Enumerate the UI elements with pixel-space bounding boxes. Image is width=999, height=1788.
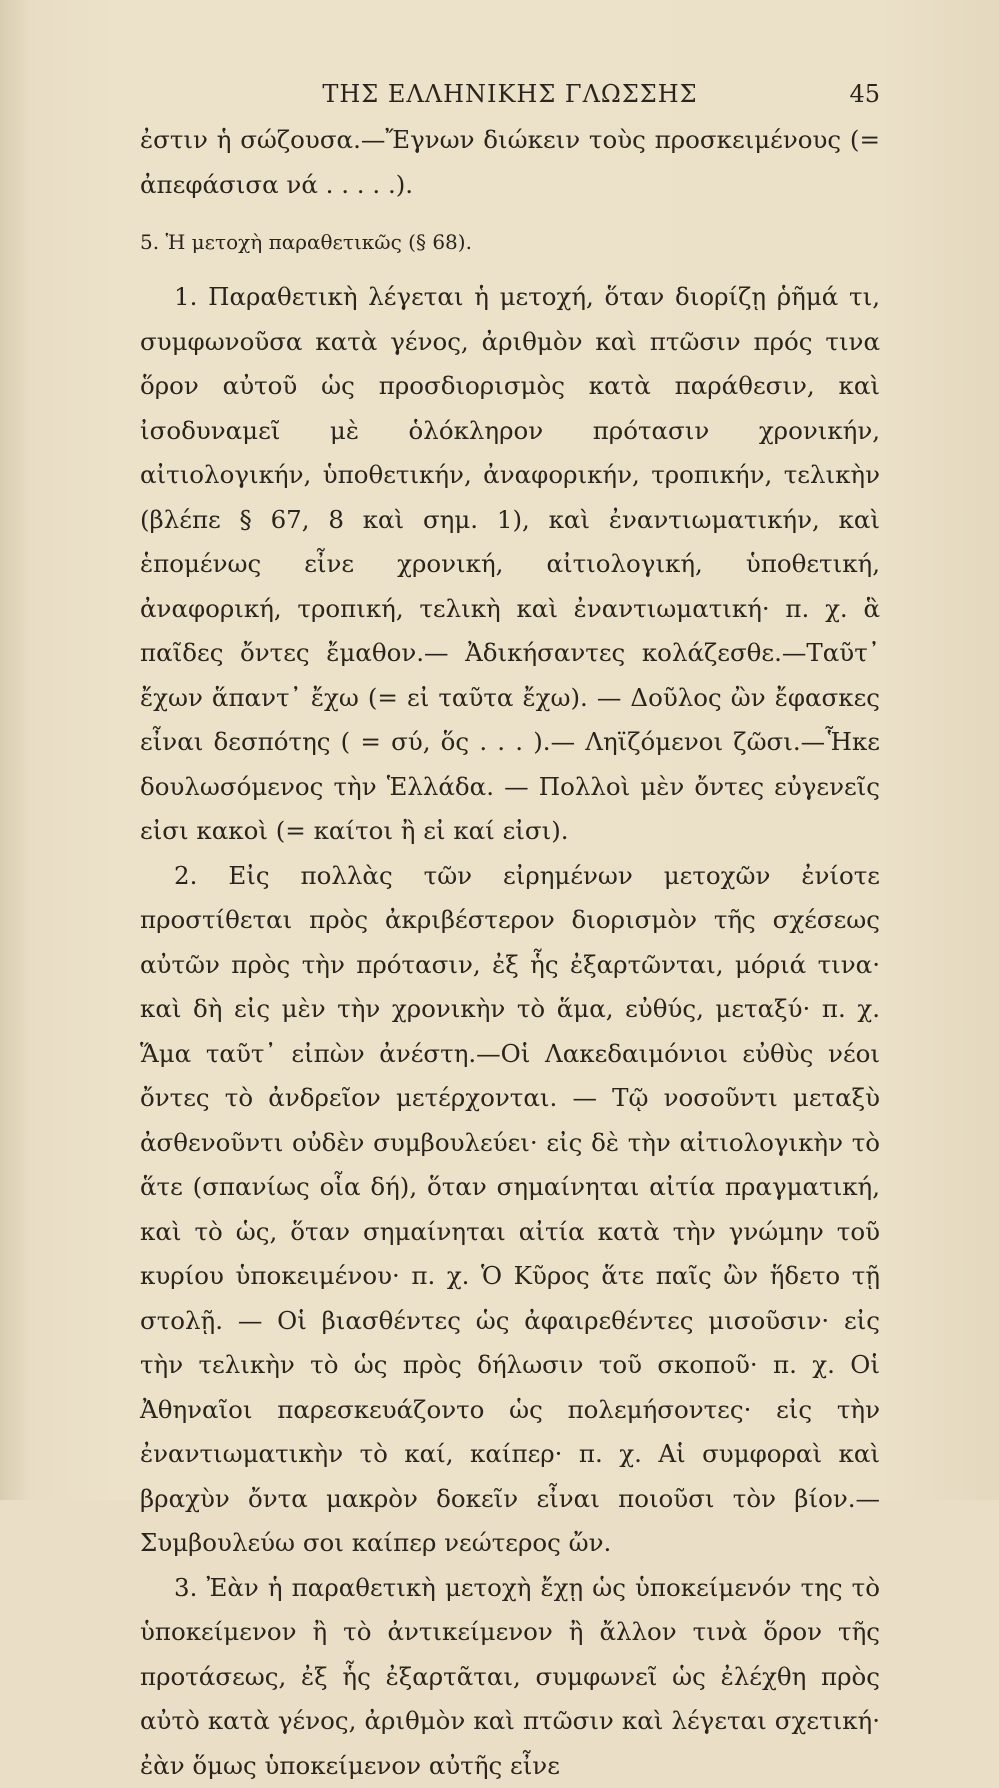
- paragraph-3: 3. Ἐὰν ἡ παραθετικὴ μετοχὴ ἔχῃ ὡς ὑποκείμενόν της τὸ ὑποκείμενον ἢ τὸ ἀντικείμενον ἢ ἄλλον τινὰ ὅρον τῆς προτάσεως, ἐξ ἧς ἐξαρτᾶται, συμφωνεῖ ὡς ἐλέχθη πρὸς αὐτὸ κατὰ γένος, ἀριθμὸν καὶ πτῶσιν καὶ λέγεται σχετική· ἐὰν ὅμως ὑποκείμενον αὐτῆς εἶνε: [140, 1566, 880, 1788]
- page-header: [140, 80, 880, 120]
- page-number: 45: [849, 80, 880, 108]
- paragraph-1: 1. Παραθετικὴ λέγεται ἡ μετοχή, ὅταν διορίζῃ ῥῆμά τι, συμφωνοῦσα κατὰ γένος, ἀριθμὸν καὶ πτῶσιν πρός τινα ὅρον αὐτοῦ ὡς προσδιορισμὸς κατὰ παράθεσιν, καὶ ἰσοδυναμεῖ μὲ ὁλόκληρον πρότασιν χρονικήν, αἰτιολογικήν, ὑποθετικήν, ἀναφορικήν, τροπικήν, τελικὴν (βλέπε § 67, 8 καὶ σημ. 1), καὶ ἐναντιωματικήν, καὶ ἑπομένως εἶνε χρονική, αἰτιολογική, ὑποθετική, ἀναφορική, τροπική, τελικὴ καὶ ἐναντιωματική· π. χ. ἃ παῖδες ὄντες ἔμαθον.— Ἀδικήσαντες κολάζεσθε.—Ταῦτ᾽ ἔχων ἅπαντ᾽ ἔχω (= εἰ ταῦτα ἔχω). — Δοῦλος ὢν ἔφασκες εἶναι δεσπότης ( = σύ, ὅς . . . ).— Ληϊζόμενοι ζῶσι.—Ἧκε δουλωσόμενος τὴν Ἑλλάδα. — Πολλοὶ μὲν ὄντες εὐγενεῖς εἰσι κακοὶ (= καίτοι ἢ εἰ καί εἰσι).: [140, 275, 880, 854]
- section-heading: 5. Ἡ μετοχὴ παραθετικῶς (§ 68).: [140, 223, 880, 261]
- page-body: [140, 118, 880, 1788]
- intro-paragraph: ἐστιν ἡ σώζουσα.—Ἔγνων διώκειν τοὺς προσκειμένους (= ἀπεφάσισα νά . . . . .).: [140, 118, 880, 207]
- paragraph-2: 2. Εἰς πολλὰς τῶν εἰρημένων μετοχῶν ἐνίοτε προστίθεται πρὸς ἀκριβέστερον διορισμὸν τῆς σχέσεως αὐτῶν πρὸς τὴν πρότασιν, ἐξ ἧς ἐξαρτῶνται, μόριά τινα· καὶ δὴ εἰς μὲν τὴν χρονικὴν τὸ ἅμα, εὐθύς, μεταξύ· π. χ. Ἅμα ταῦτ᾽ εἰπὼν ἀνέστη.—Οἱ Λακεδαιμόνιοι εὐθὺς νέοι ὄντες τὸ ἀνδρεῖον μετέρχονται. — Τῷ νοσοῦντι μεταξὺ ἀσθενοῦντι οὐδὲν συμβουλεύει· εἰς δὲ τὴν αἰτιολογικὴν τὸ ἅτε (σπανίως οἷα δή), ὅταν σημαίνηται αἰτία πραγματική, καὶ τὸ ὡς, ὅταν σημαίνηται αἰτία κατὰ τὴν γνώμην τοῦ κυρίου ὑποκειμένου· π. χ. Ὁ Κῦρος ἅτε παῖς ὢν ἥδετο τῇ στολῇ. — Οἱ βιασθέντες ὡς ἀφαιρεθέντες μισοῦσιν· εἰς τὴν τελικὴν τὸ ὡς πρὸς δήλωσιν τοῦ σκοποῦ· π. χ. Οἱ Ἀθηναῖοι παρεσκευάζοντο ὡς πολεμήσοντες· εἰς τὴν ἐναντιωματικὴν τὸ καί, καίπερ· π. χ. Αἱ συμφοραὶ καὶ βραχὺν ὄντα μακρὸν δοκεῖν εἶναι ποιοῦσι τὸν βίον.—Συμβουλεύω σοι καίπερ νεώτερος ὤν.: [140, 854, 880, 1566]
- running-title: ΤΗΣ ΕΛΛΗΝΙΚΗΣ ΓΛΩΣΣΗΣ: [140, 80, 880, 108]
